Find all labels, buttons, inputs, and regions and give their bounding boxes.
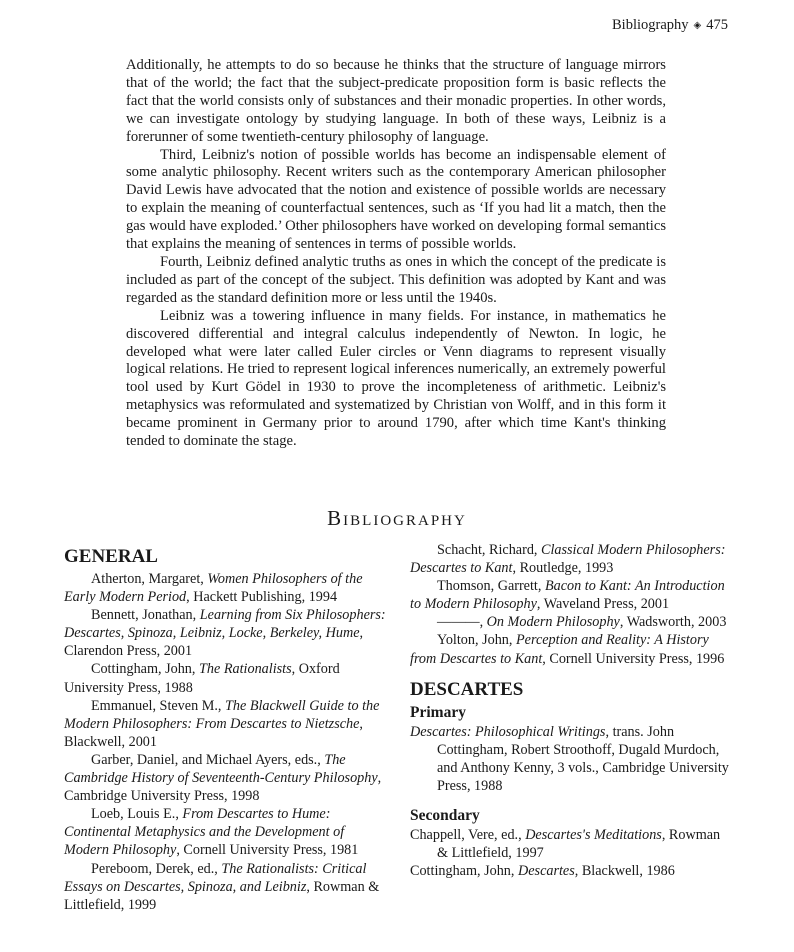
entry-publication: , Hackett Publishing, 1994	[186, 589, 338, 606]
entry-publication: , Wadsworth, 2003	[619, 614, 727, 631]
paragraph-2: Third, Leibniz's notion of possible worlds has become an indispensable element of some analytic philosophy. Recent writers such as the contemporary American philosopher David Lewis have advocated that the notion and existence of possible worlds are necessary to explain the meaning of counterfactual sentences, such as ‘If you had lit a match, then the gas would have exploded.’ Other philosophers have worked on developing formal semantics that explains the meaning of sentences in terms of possible worlds.	[126, 146, 666, 253]
bibliography-right-column	[410, 541, 732, 880]
bibliography-entry	[410, 631, 732, 667]
entry-publication: , Routledge, 1993	[512, 560, 614, 577]
entry-author: Cottingham, John,	[91, 661, 199, 678]
entry-publication: , Rowman & Littlefield, 1997	[437, 827, 721, 862]
paragraph-1: Additionally, he attempts to do so because he thinks that the structure of language mirrors that of the world; the fact that the subject-predicate proposition form is basic reflects the fact that the world consists only of substances and their monadic properties. In other words, we can investigate ontology by studying language. In both of these ways, Leibniz is a forerunner of some twentieth-century philosophy of language.	[126, 57, 666, 145]
bibliography-entry	[64, 751, 389, 805]
bibliography-entry	[410, 577, 732, 613]
entry-title: Classical Modern Philosophers: Descartes to Kant	[410, 542, 726, 577]
entry-author: Atherton, Margaret,	[91, 571, 208, 587]
entry-title: The Cambridge History of Seventeenth-Century Philosophy	[64, 751, 378, 787]
entry-publication: , Cambridge University Press, 1998	[64, 770, 382, 805]
section-heading-descartes: DESCARTES	[410, 678, 524, 700]
bibliography-entry	[64, 805, 389, 859]
bibliography-entry	[410, 723, 732, 795]
section-heading-general: GENERAL	[64, 546, 158, 567]
bibliography-entry	[64, 606, 389, 660]
entry-publication: , Blackwell, 2001	[64, 715, 363, 750]
entry-title: Perception and Reality: A History from Descartes to Kant	[410, 632, 709, 667]
secondary-entries	[410, 826, 732, 880]
entry-title: Descartes's Meditations	[525, 827, 662, 844]
primary-entries	[410, 723, 732, 795]
entry-publication: , trans. John Cottingham, Robert Stroothoff, Dugald Murdoch, and Anthony Kenny, 3 vols., Cambridge University Press, 1988	[437, 723, 729, 794]
body-text	[126, 57, 666, 451]
bibliography-entry	[410, 862, 732, 880]
entry-author: Garber, Daniel, and Michael Ayers, eds.,	[91, 751, 325, 768]
running-title: Bibliography	[612, 17, 689, 33]
bibliography-title: Bibliography	[327, 506, 467, 530]
entry-publication: , Cornell University Press, 1981	[176, 842, 359, 859]
entry-publication: , Waveland Press, 2001	[536, 596, 670, 613]
running-header	[612, 17, 728, 34]
bibliography-entry	[410, 826, 732, 862]
entry-publication: , Cornell University Press, 1996	[542, 650, 725, 667]
subheading-primary: Primary	[410, 703, 466, 721]
entry-title: Learning from Six Philosophers: Descartes, Spinoza, Leibniz, Locke, Berkeley, Hume	[64, 607, 386, 642]
entry-publication: , Clarendon Press, 2001	[64, 625, 364, 660]
entry-publication: , Blackwell, 1986	[574, 863, 675, 880]
subheading-secondary: Secondary	[410, 807, 480, 825]
entry-author: Yolton, John,	[437, 632, 516, 649]
entry-author: Cottingham, John,	[410, 863, 518, 880]
entry-title: Bacon to Kant: An Introduction to Modern Philosophy	[410, 578, 725, 613]
entry-title: Descartes: Philosophical Writings	[410, 723, 606, 740]
bibliography-entry	[64, 860, 389, 914]
bibliography-entry	[410, 613, 732, 631]
entry-author: Thomson, Garrett,	[437, 578, 545, 595]
entry-author: Loeb, Louis E.,	[91, 806, 183, 823]
bibliography-entry	[64, 697, 389, 751]
entry-title: Women Philosophers of the Early Modern Period	[64, 571, 363, 606]
page-number: 475	[706, 17, 728, 33]
entry-author: Schacht, Richard,	[437, 542, 542, 558]
entry-title: Descartes	[518, 863, 575, 880]
entry-publication: , Rowman & Littlefield, 1999	[64, 878, 380, 913]
entry-author: Pereboom, Derek, ed.,	[91, 860, 222, 877]
entry-author: ———,	[437, 614, 487, 631]
entry-title: The Rationalists: Critical Essays on Descartes, Spinoza, and Leibniz	[64, 860, 367, 895]
entry-title: On Modern Philosophy	[486, 614, 620, 631]
entry-title: The Rationalists	[199, 661, 292, 678]
paragraph-4: Leibniz was a towering influence in many fields. For instance, in mathematics he discovered differential and integral calculus independently of Newton. In logic, he developed what were later called Euler circles or Venn diagrams to represent visually logical relations. He tried to represent logical inferences numerically, an extremely powerful tool used by Kurt Gödel in 1930 to prove the incompleteness of arithmetic. Leibniz's metaphysics was reformulated and systematized by Christian von Wolff, and in this form it became prominent in Germany prior to around 1790, after which time Kant's thinking tended to dominate the stage.	[126, 307, 666, 450]
entry-author: Bennett, Jonathan,	[91, 607, 200, 624]
entry-publication: , Oxford University Press, 1988	[64, 661, 340, 696]
bibliography-entry	[64, 570, 389, 606]
bibliography-entry	[64, 660, 389, 696]
bibliography-entry	[410, 541, 732, 577]
paragraph-3: Fourth, Leibniz defined analytic truths as ones in which the concept of the predicate is included as part of the concept of the subject. This definition was adopted by Kant and was regarded as the standard definition more or less until the 1940s.	[126, 253, 666, 306]
entry-author: Chappell, Vere, ed.,	[410, 827, 526, 844]
general-entries	[64, 570, 389, 914]
diamond-separator-icon: ◈	[693, 20, 702, 31]
entry-title: From Descartes to Hume: Continental Metaphysics and the Development of Modern Philosophy	[64, 806, 345, 859]
entry-title: The Blackwell Guide to the Modern Philosophers: From Descartes to Nietzsche	[64, 697, 380, 732]
entry-author: Emmanuel, Steven M.,	[91, 697, 225, 714]
bibliography-left-column	[64, 546, 389, 914]
general-entries-continued	[410, 541, 732, 668]
